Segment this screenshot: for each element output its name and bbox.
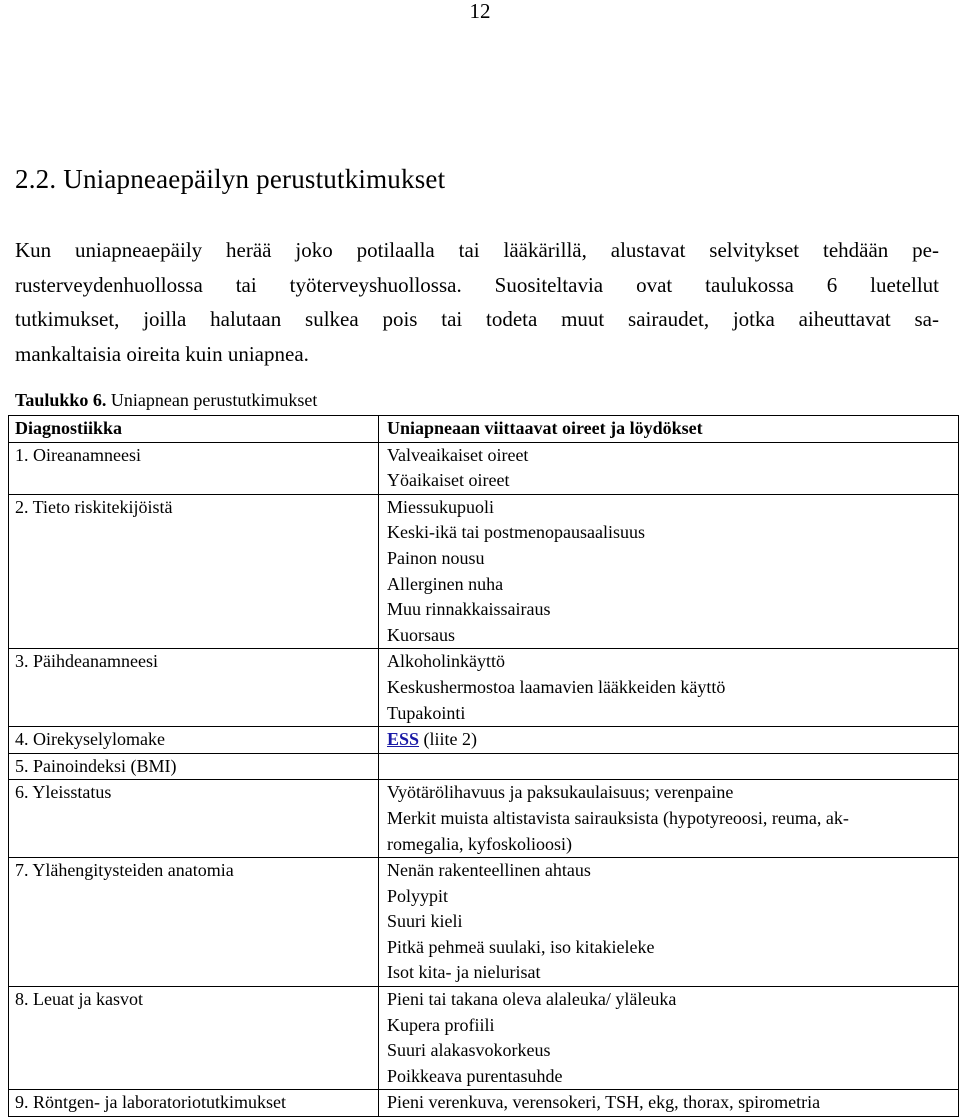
finding-item: romegalia, kyfoskolioosi) (387, 833, 572, 854)
diagnostic-cell: 9. Röntgen- ja laboratoriotutkimukset (9, 1090, 379, 1117)
ess-link[interactable]: ESS (387, 729, 420, 750)
diagnostic-cell: 7. Ylähengitysteiden anatomia (9, 858, 379, 987)
intro-line: rusterveydenhuollossa tai työterveyshuollossa. Suositeltavia ovat taulukossa 6 luetellut (15, 272, 939, 297)
findings-cell (379, 987, 959, 1090)
finding-item: Kupera profiili (387, 1014, 495, 1035)
link-suffix: (liite 2) (419, 729, 478, 750)
finding-item: Keskushermostoa laamavien lääkkeiden käyttö (387, 676, 726, 697)
table-row (9, 494, 959, 649)
table-caption-title: Uniapnean perustutkimukset (110, 390, 318, 410)
section-heading: 2.2. Uniapneaepäilyn perustutkimukset (15, 164, 446, 194)
diagnostic-cell: 6. Yleisstatus (9, 780, 379, 858)
table-row (9, 987, 959, 1090)
finding-item: Muu rinnakkaissairaus (387, 599, 551, 620)
table-row (9, 858, 959, 987)
examinations-table (8, 415, 959, 1117)
header-diagnostics: Diagnostiikka (9, 416, 379, 443)
finding-item: Alkoholinkäyttö (387, 651, 505, 672)
findings-cell (379, 858, 959, 987)
intro-line: Kun uniapneaepäily herää joko potilaalla tai lääkärillä, alustavat selvitykset tehdään pe- (15, 238, 939, 262)
finding-item: Miessukupuoli (387, 496, 495, 517)
finding-item: Vyötärölihavuus ja paksukaulaisuus; verenpaine (387, 782, 734, 803)
findings-cell (379, 649, 959, 727)
findings-cell (379, 727, 959, 754)
diagnostic-cell: 2. Tieto riskitekijöistä (9, 494, 379, 649)
page-number: 12 (469, 0, 491, 23)
table-caption-label: Taulukko 6. (15, 390, 107, 410)
finding-item: Pieni tai takana oleva alaleuka/ yläleuka (387, 989, 677, 1010)
finding-item: Poikkeava purentasuhde (387, 1065, 563, 1086)
finding-item: Keski-ikä tai postmenopausaalisuus (387, 522, 645, 543)
intro-line: mankaltaisia oireita kuin uniapnea. (15, 341, 309, 366)
table-row (9, 649, 959, 727)
header-findings: Uniapneaan viittaavat oireet ja löydökset (379, 416, 959, 443)
finding-item: Suuri kieli (387, 911, 463, 932)
finding-item: Painon nousu (387, 547, 485, 568)
findings-cell (379, 494, 959, 649)
finding-item: Suuri alakasvokorkeus (387, 1040, 551, 1061)
findings-cell (379, 753, 959, 780)
diagnostic-cell: 3. Päihdeanamneesi (9, 649, 379, 727)
finding-item: Allerginen nuha (387, 573, 504, 594)
intro-line: tutkimukset, joilla halutaan sulkea pois tai todeta muut sairaudet, jotka aiheuttavat sa- (15, 307, 939, 331)
findings-cell (379, 442, 959, 494)
finding-item: Pitkä pehmeä suulaki, iso kitakieleke (387, 936, 655, 957)
finding-item: Tupakointi (387, 702, 466, 723)
table-row (9, 753, 959, 780)
table-row (9, 727, 959, 754)
intro-paragraph (15, 233, 939, 371)
finding-item: Yöaikaiset oireet (387, 470, 510, 491)
table-caption (15, 387, 317, 413)
finding-item: Polyypit (387, 885, 449, 906)
finding-item: Valveaikaiset oireet (387, 444, 529, 465)
finding-item: Merkit muista altistavista sairauksista (hypotyreoosi, reuma, ak- (387, 807, 849, 828)
table-row (9, 442, 959, 494)
table-row (9, 1090, 959, 1117)
table-row (9, 780, 959, 858)
diagnostic-cell: 5. Painoindeksi (BMI) (9, 753, 379, 780)
finding-item: Kuorsaus (387, 624, 455, 645)
finding-item: Isot kita- ja nielurisat (387, 962, 541, 983)
diagnostic-cell: 4. Oirekyselylomake (9, 727, 379, 754)
findings-cell (379, 780, 959, 858)
diagnostic-cell: 8. Leuat ja kasvot (9, 987, 379, 1090)
diagnostic-cell: 1. Oireanamneesi (9, 442, 379, 494)
findings-cell (379, 1090, 959, 1117)
table-header-row (9, 416, 959, 443)
finding-item: Pieni verenkuva, verensokeri, TSH, ekg, thorax, spirometria (387, 1092, 821, 1113)
finding-item: Nenän rakenteellinen ahtaus (387, 860, 591, 881)
